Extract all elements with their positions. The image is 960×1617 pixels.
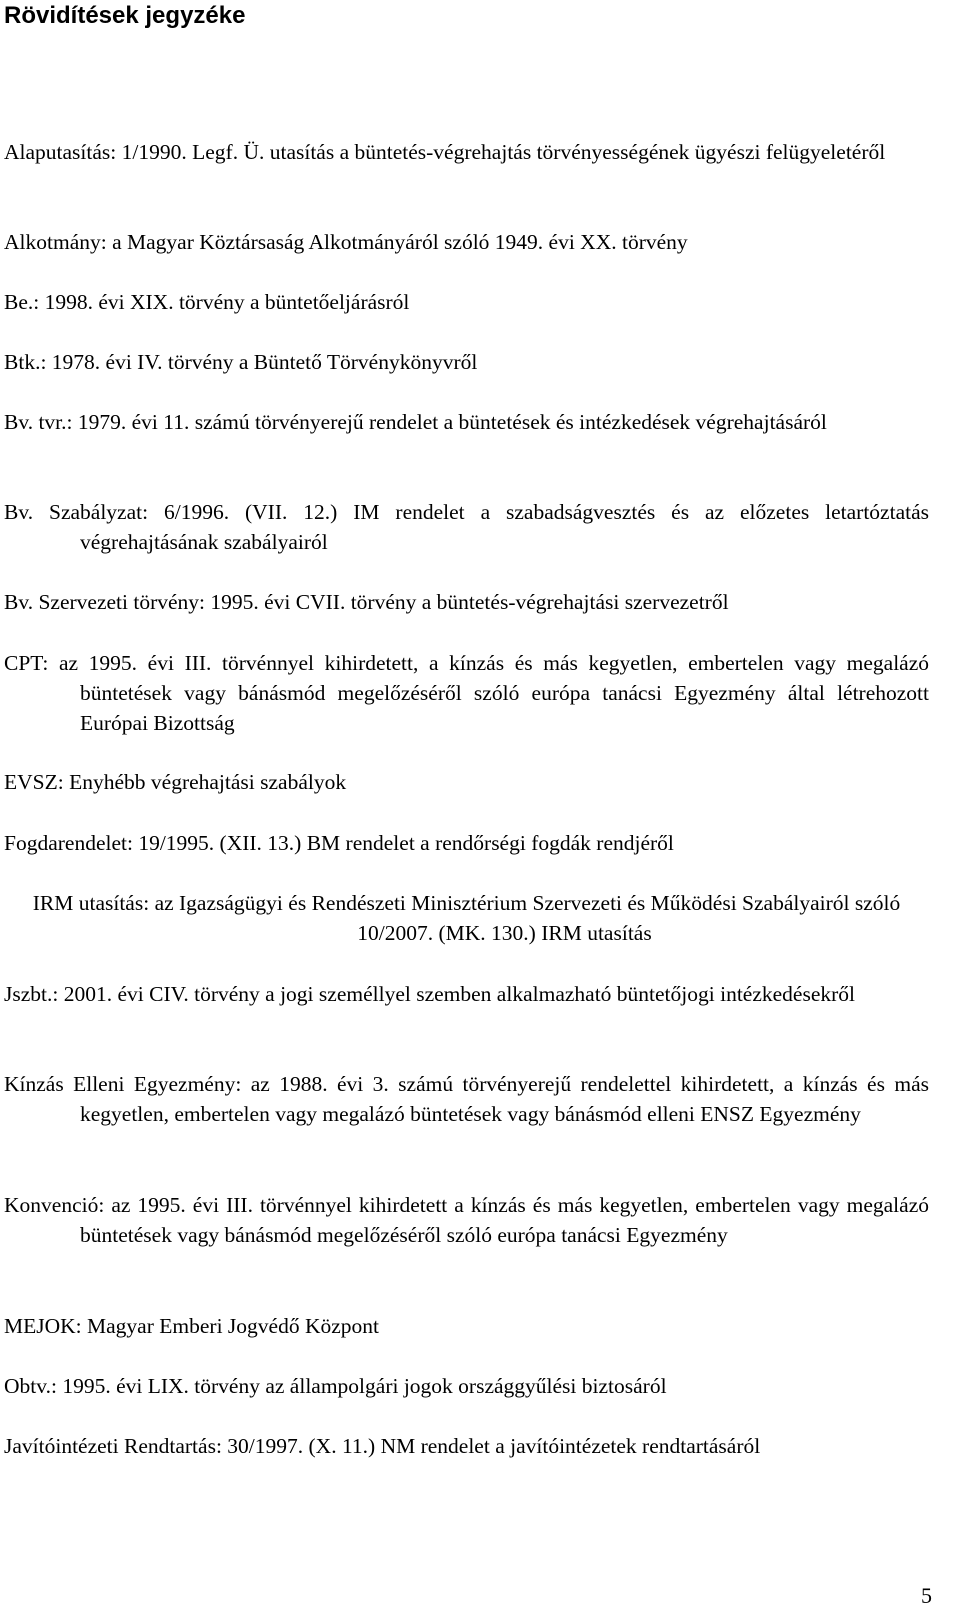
abbreviation-entry-alkotmany: Alkotmány: a Magyar Köztársaság Alkotmányáról szóló 1949. évi XX. törvény [4,230,688,254]
abbreviation-entry-alaputasitas: Alaputasítás: 1/1990. Legf. Ü. utasítás a büntetés-végrehajtás törvényességének ügyészi felügyeletéről [4,140,886,164]
abbreviation-entry-kinzas-elleni-egyezmeny: Kínzás Elleni Egyezmény: az 1988. évi 3. számú törvényerejű rendelettel kihirdetett, a kínzás és más kegyetlen, embertelen vagy megalázó büntetések vagy bánásmód elleni ENSZ Egyezmény [4,1072,929,1126]
abbreviation-entry-evsz: EVSZ: Enyhébb végrehajtási szabályok [4,770,347,794]
abbreviation-entry-bv-tvr: Bv. tvr.: 1979. évi 11. számú törvényerejű rendelet a büntetések és intézkedések végrehajtásáról [4,410,827,434]
abbreviation-entry-btk: Btk.: 1978. évi IV. törvény a Büntető Törvénykönyvről [4,350,478,374]
page-title: Rövidítések jegyzéke [4,2,246,29]
page-number: 5 [921,1583,932,1608]
abbreviation-entry-cpt: CPT: az 1995. évi III. törvénnyel kihirdetett, a kínzás és más kegyetlen, embertelen vagy megalázó büntetések vagy bánásmód megelőzéséről szóló európa tanácsi Egyezmény által létrehozott Európai Bizottság [4,651,929,735]
abbreviation-entry-irm-utasitas: IRM utasítás: az Igazságügyi és Rendészeti Minisztérium Szervezeti és Működési Szabályairól szóló 10/2007. (MK. 130.) IRM utasítás [32,891,901,945]
abbreviation-entry-bv-szabalyzat: Bv. Szabályzat: 6/1996. (VII. 12.) IM rendelet a szabadságvesztés és az előzetes letartóztatás végrehajtásának szabályairól [4,500,929,554]
abbreviation-entry-konvencio: Konvenció: az 1995. évi III. törvénnyel kihirdetett a kínzás és más kegyetlen, embertelen vagy megalázó büntetések vagy bánásmód megelőzéséről szóló európa tanácsi Egyezmény [4,1193,929,1247]
abbreviation-entry-mejok: MEJOK: Magyar Emberi Jogvédő Központ [4,1314,379,1338]
abbreviation-entry-obtv: Obtv.: 1995. évi LIX. törvény az állampolgári jogok országgyűlési biztosáról [4,1374,667,1398]
abbreviation-entry-be: Be.: 1998. évi XIX. törvény a büntetőeljárásról [4,290,410,314]
abbreviation-entry-fogdarendelet: Fogdarendelet: 19/1995. (XII. 13.) BM rendelet a rendőrségi fogdák rendjéről [4,831,674,855]
abbreviation-entry-javitointezeti-rendtartas: Javítóintézeti Rendtartás: 30/1997. (X. 11.) NM rendelet a javítóintézetek rendtartásáról [4,1434,761,1458]
abbreviation-entry-bv-szervezeti-torveny: Bv. Szervezeti törvény: 1995. évi CVII. törvény a büntetés-végrehajtási szervezetről [4,590,729,614]
abbreviation-entry-jszbt: Jszbt.: 2001. évi CIV. törvény a jogi személlyel szemben alkalmazható büntetőjogi intézkedésekről [4,982,856,1006]
